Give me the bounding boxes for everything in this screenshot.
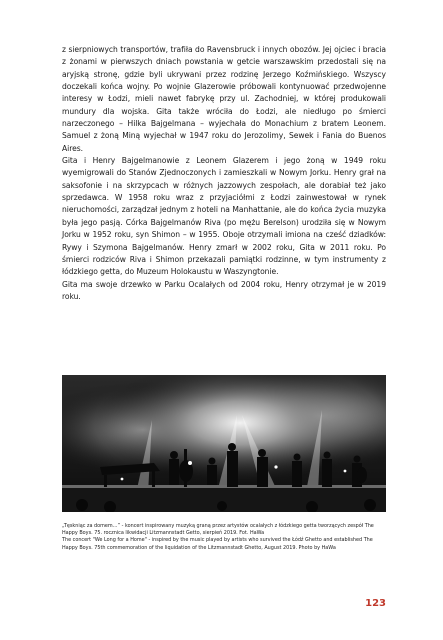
page-number: 123 [365,598,386,609]
paragraph-3: Gita ma swoje drzewko w Parku Ocalałych od 2004 roku, Henry otrzymał je w 2019 roku. [62,279,386,301]
paragraph-1: z sierpniowych transportów, trafiła do Ravensbruck i innych obozów. Jej ojciec i bracia z żonami w pierwszych dniach powstania w getcie warszawskim przedostali się na aryjską stronę, gdzie byli ukrywani przez rodzinę Jerzego Koźmińskiego. Wszyscy doczekali końca wojny. Po wojnie Glazerowie próbowali kontynuować przedwojenne interesy w Łodzi, mieli nawet fabrykę przy ul. Zachodniej, w której produkowali mundury dla wojska. Gita także wróciła do Łodzi, ale niedługo po śmierci narzeczonego – Hilka Bajgelmana – wyjechała do Monachium z bratem Leonem. Samuel z żoną Miną wyjechał w 1947 roku do Jerozolimy, Sewek i Fania do Buenos Aires. [62,45,386,153]
photo-caption [62,523,388,552]
concert-photo [62,375,386,512]
body-text [62,44,386,303]
caption-polish: „Tęskniąc za domem…” - koncert inspirowany muzyką graną przez artystów ocalałych z łódzkiego getta tworzących zespół The Happy Boys. 75. rocznica likwidacji Litzmannstadt Getto, sierpień 2019. Fot. HaWa [62,523,374,537]
paragraph-2: Gita i Henry Bajgelmanowie z Leonem Glazerem i jego żoną w 1949 roku wyemigrowali do Stanów Zjednoczonych i zamieszkali w Nowym Jorku. Henry grał na saksofonie i na skrzypcach w różnych jazzowych zespołach, ale dorabiał też jako sprzedawca. W 1958 roku wraz z przyjaciółmi z Łodzi zainwestował w rynek nieruchomości, zarządzał jednym z hoteli na Manhattanie, ale do końca życia muzyka była jego pasją. Córka Bajgelmanów Riva (po mężu Berelson) urodziła się w Nowym Jorku w 1952 roku, syn Shimon – w 1955. Oboje otrzymali imiona na cześć dziadków: Rywy i Szymona Bajgelmanów. Henry zmarł w 2002 roku, Gita w 2011 roku. Po śmierci rodziców Riva i Shimon przekazali pamiątki rodzinne, w tym instrumenty z łódzkiego getta, do Muzeum Holokaustu w Waszyngtonie. [62,156,386,277]
caption-english: The concert "We Long for a Home" - inspired by the music played by artists who survived the Łódź Ghetto and established The Happy Boys. 75th commemoration of the liquidation of the Litzmannstadt Ghetto, August 2019. Photo by HaWa [62,537,373,551]
